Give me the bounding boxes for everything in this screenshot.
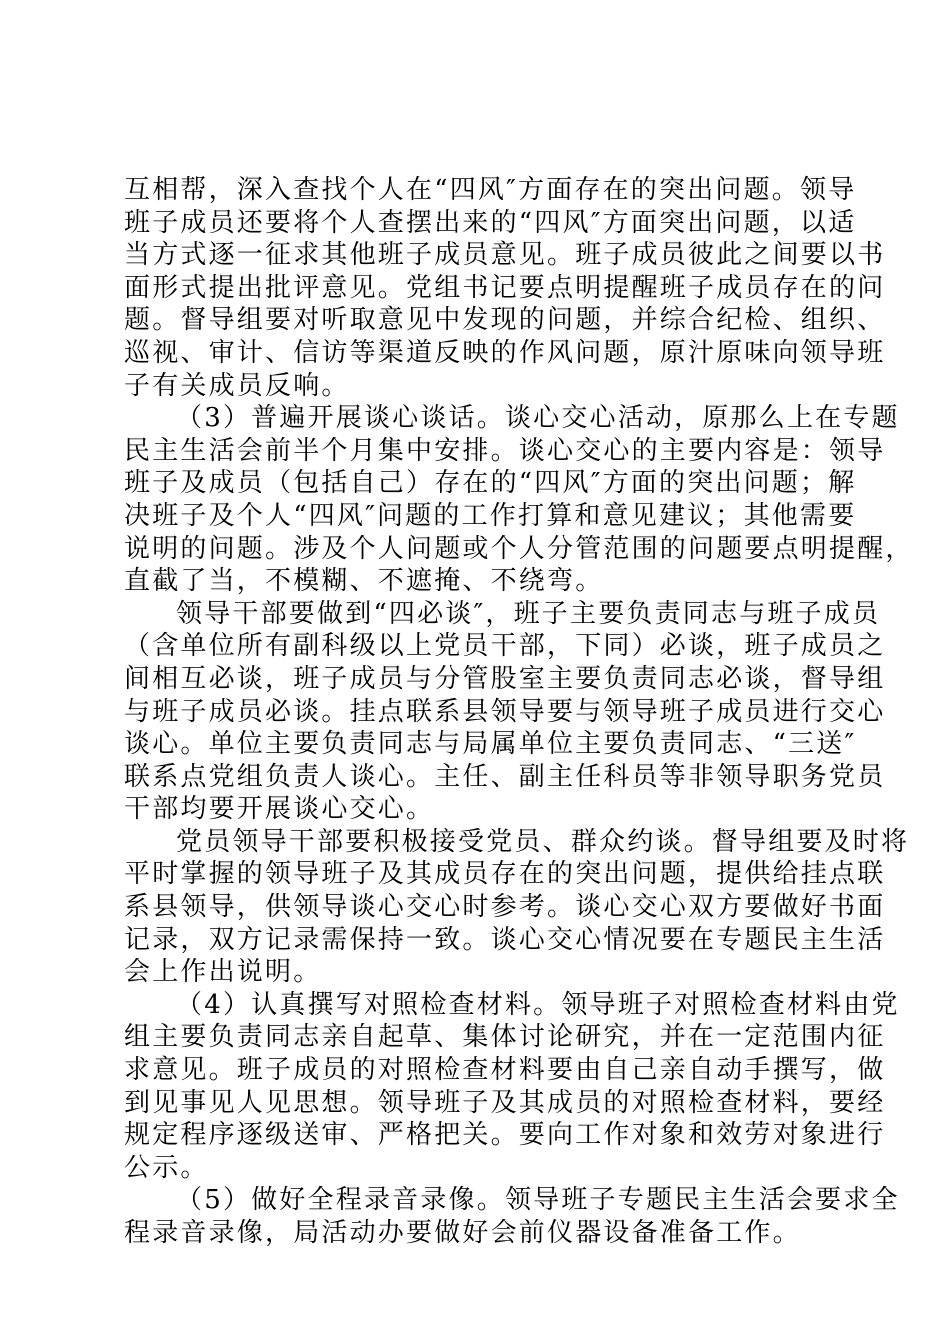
- text-line: 记录，双方记录需保持一致。谈心交心情况要在专题民主生活: [124, 924, 886, 955]
- paragraph-start-line: （3）普遍开展谈心谈话。谈心交心活动，原那么上在专题: [176, 403, 900, 434]
- text-line: 公示。: [124, 1152, 209, 1183]
- text-line: 题。督导组要对听取意见中发现的问题，并综合纪检、组织、: [124, 305, 886, 336]
- text-line: 决班子及个人“四风″问题的工作打算和意见建议；其他需要: [124, 500, 857, 531]
- text-line: （含单位所有副科级以上党员干部，下同）必谈，班子成员之: [124, 631, 886, 662]
- text-line: 谈心。单位主要负责同志与局属单位主要负责同志、“三送″: [124, 729, 857, 760]
- text-line: 程录音录像，局活动办要做好会前仪器设备准备工作。: [124, 1218, 801, 1248]
- text-line: 班子成员还要将个人查摆出来的“四风″方面突出问题，以适: [124, 207, 857, 238]
- paragraph-start-line: （5）做好全程录音录像。领导班子专题民主生活会要求全: [176, 1185, 900, 1216]
- text-line: 说明的问题。涉及个人问题或个人分管范围的问题要点明提醒，: [124, 533, 914, 564]
- text-line: 当方式逐一征求其他班子成员意见。班子成员彼此之间要以书: [124, 240, 886, 271]
- text-line: 与班子成员必谈。挂点联系县领导要与领导班子成员进行交心: [124, 696, 886, 727]
- text-line: 子有关成员反响。: [124, 370, 350, 401]
- text-line: 互相帮，深入查找个人在“四风″方面存在的突出问题。领导: [124, 175, 857, 205]
- text-line: 到见事见人见思想。领导班子及其成员的对照检查材料，要经: [124, 1087, 886, 1118]
- text-line: 干部均要开展谈心交心。: [124, 794, 435, 825]
- paragraph-start-line: （4）认真撰写对照检查材料。领导班子对照检查材料由党: [176, 989, 900, 1020]
- paragraph-start-line: 党员领导干部要积极接受党员、群众约谈。督导组要及时将: [176, 826, 910, 857]
- text-line: 面形式提出批评意见。党组书记要点明提醒班子成员存在的问: [124, 272, 886, 303]
- text-line: 平时掌握的领导班子及其成员存在的突出问题，提供给挂点联: [124, 859, 886, 890]
- paragraph-start-line: 领导干部要做到“四必谈″，班子主要负责同志与班子成员: [176, 598, 881, 629]
- text-line: 组主要负责同志亲自起草、集体讨论研究，并在一定范围内征: [124, 1022, 886, 1053]
- document-body: [124, 174, 914, 1250]
- text-line: 班子及成员（包括自己）存在的“四风″方面的突出问题；解: [124, 468, 857, 499]
- text-line: 联系点党组负责人谈心。主任、副主任科员等非领导职务党员: [124, 761, 886, 792]
- text-line: 巡视、审计、信访等渠道反映的作风问题，原汁原味向领导班: [124, 337, 886, 368]
- text-line: 民主生活会前半个月集中安排。谈心交心的主要内容是：领导: [124, 435, 886, 466]
- text-line: 直截了当，不模糊、不遮掩、不绕弯。: [124, 566, 604, 597]
- text-line: 求意见。班子成员的对照检查材料要由自己亲自动手撰写，做: [124, 1055, 886, 1086]
- text-line: 会上作出说明。: [124, 957, 322, 988]
- text-line: 间相互必谈，班子成员与分管股室主要负责同志必谈，督导组: [124, 663, 886, 694]
- text-line: 规定程序逐级送审、严格把关。要向工作对象和效劳对象进行: [124, 1120, 886, 1151]
- text-line: 系县领导，供领导谈心交心时参考。谈心交心双方要做好书面: [124, 892, 886, 923]
